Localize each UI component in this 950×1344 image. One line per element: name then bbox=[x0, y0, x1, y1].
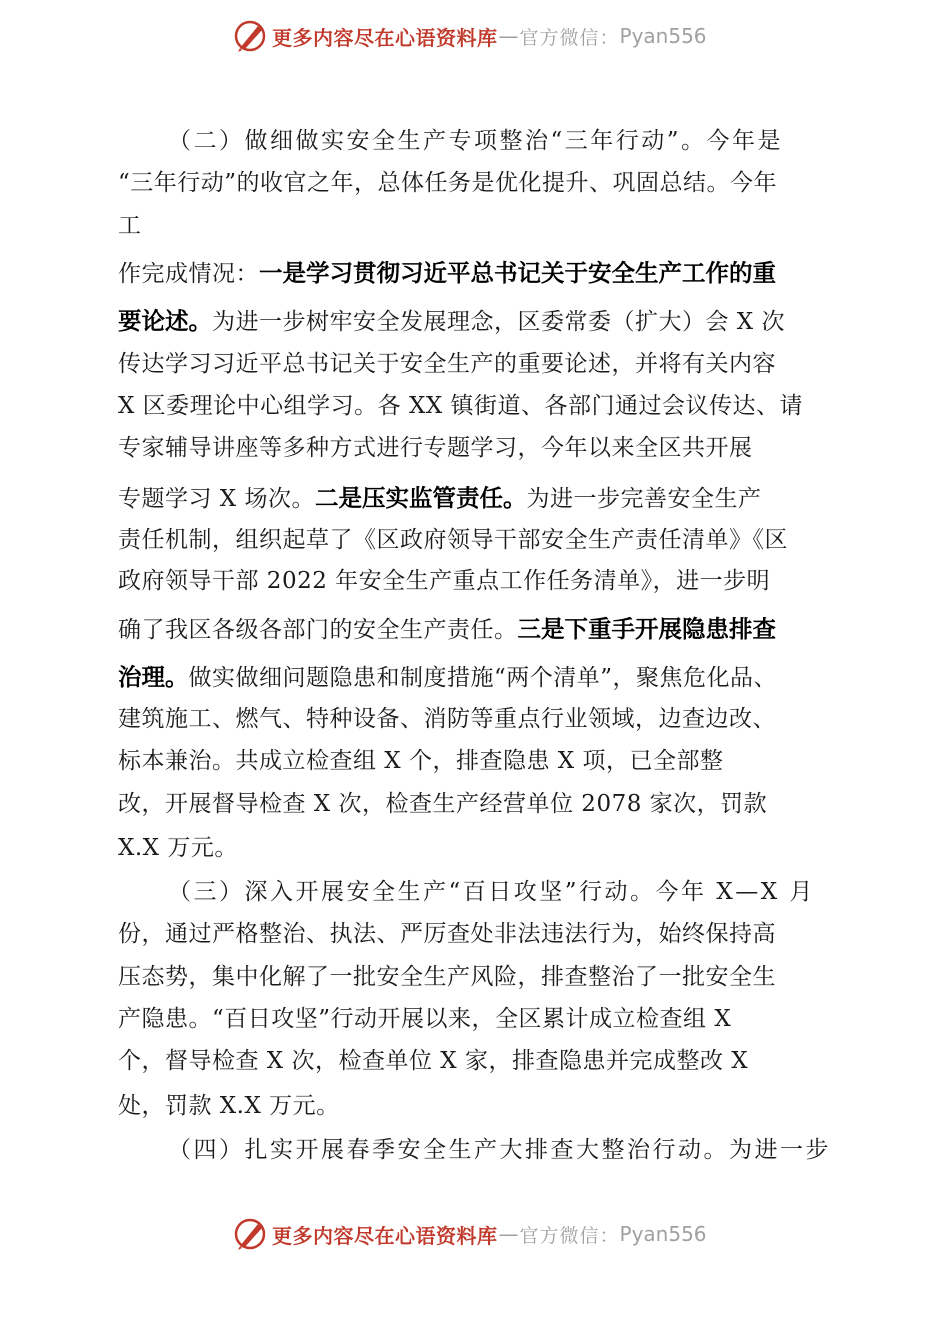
footer-banner bbox=[232, 1214, 707, 1254]
text-line: 处，罚款 X.X 万元。 bbox=[118, 1093, 340, 1119]
banner-title: 更多内容尽在心语资料库 bbox=[272, 25, 498, 50]
text-line: 建筑施工、燃气、特种设备、消防等重点行业领域，边查边改、 bbox=[118, 706, 776, 732]
text-run: 为进一步树牢安全发展理念，区委常委（扩大）会 X 次 bbox=[212, 309, 785, 335]
text-line: 个，督导检查 X 次，检查单位 X 家，排查隐患并完成整改 X bbox=[118, 1048, 749, 1074]
text-line: 份，通过严格整治、执法、严厉查处非法违法行为，始终保持高 bbox=[118, 921, 776, 947]
text-line: 改，开展督导检查 X 次，检查生产经营单位 2078 家次，罚款 bbox=[118, 791, 768, 817]
text-line: 标本兼治。共成立检查组 X 个，排查隐患 X 项，已全部整 bbox=[118, 748, 724, 774]
pen-logo-icon bbox=[232, 18, 268, 54]
bold-run: 三是下重手开展隐患排查 bbox=[517, 615, 776, 643]
text-line: 工 bbox=[118, 213, 142, 239]
text-line bbox=[118, 662, 848, 693]
text-line bbox=[118, 483, 848, 514]
header-banner bbox=[232, 16, 707, 56]
text-line: 政府领导干部 2022 年安全生产重点工作任务清单》，进一步明 bbox=[118, 568, 771, 594]
banner-title: 更多内容尽在心语资料库 bbox=[272, 1223, 498, 1248]
text-run: 作完成情况： bbox=[118, 261, 259, 287]
text-line: 责任机制，组织起草了《区政府领导干部安全生产责任清单》《区 bbox=[118, 527, 788, 553]
banner-wechat-label: 官方微信： bbox=[519, 1224, 620, 1247]
text-line bbox=[118, 614, 848, 645]
text-run: 做实做细问题隐患和制度措施“两个清单”，聚焦危化品、 bbox=[188, 665, 778, 691]
text-run: 为进一步完善安全生产 bbox=[526, 486, 762, 512]
bold-run: 治理。 bbox=[118, 663, 189, 691]
text-run: 确了我区各级各部门的安全生产责任。 bbox=[118, 617, 518, 643]
bold-run: 一是学习贯彻习近平总书记关于安全生产工作的重 bbox=[259, 259, 776, 287]
banner-wechat-label: 官方微信： bbox=[519, 26, 620, 49]
banner-separator: — bbox=[498, 1222, 519, 1246]
text-line: 专家辅导讲座等多种方式进行专题学习，今年以来全区共开展 bbox=[118, 435, 753, 461]
text-line: X.X 万元。 bbox=[118, 835, 238, 861]
text-line: 压态势，集中化解了一批安全生产风险，排查整治了一批安全生 bbox=[118, 964, 776, 990]
text-line: （二）做细做实安全生产专项整治“三年行动”。今年是 bbox=[168, 128, 784, 154]
text-line: （三）深入开展安全生产“百日攻坚”行动。今年 X—X 月 bbox=[168, 879, 815, 905]
pen-logo-icon bbox=[232, 1216, 268, 1252]
text-line: 产隐患。“百日攻坚”行动开展以来，全区累计成立检查组 X bbox=[118, 1006, 732, 1032]
bold-run: 二是压实监管责任。 bbox=[315, 484, 527, 512]
text-line: （四）扎实开展春季安全生产大排查大整治行动。为进一步 bbox=[168, 1137, 831, 1163]
bold-run: 要论述。 bbox=[118, 307, 212, 335]
text-line bbox=[118, 258, 848, 289]
text-line bbox=[118, 306, 848, 337]
banner-separator: — bbox=[498, 24, 519, 48]
text-line: X 区委理论中心组学习。各 XX 镇街道、各部门通过会议传达、请 bbox=[118, 393, 804, 419]
text-line: “三年行动”的收官之年，总体任务是优化提升、巩固总结。今年 bbox=[118, 170, 778, 196]
text-run: 专题学习 X 场次。 bbox=[118, 486, 315, 512]
banner-wechat-id: Pyan556 bbox=[619, 24, 707, 48]
text-line: 传达学习习近平总书记关于安全生产的重要论述，并将有关内容 bbox=[118, 351, 776, 377]
banner-wechat-id: Pyan556 bbox=[619, 1222, 707, 1246]
